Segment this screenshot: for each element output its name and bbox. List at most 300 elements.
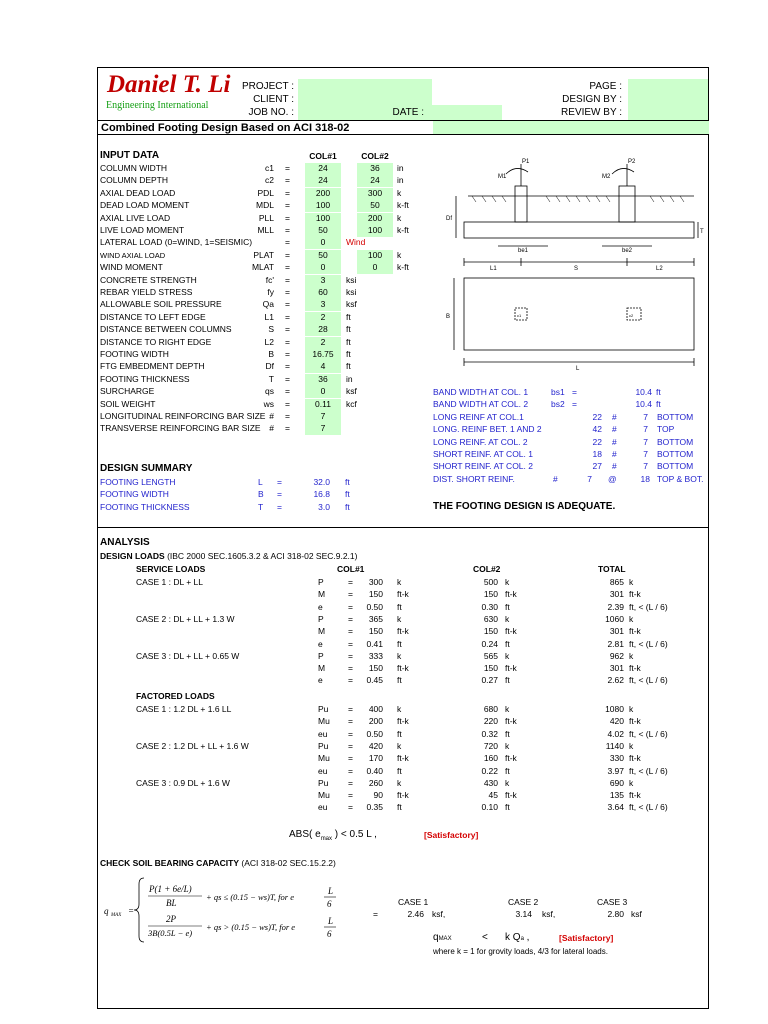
input-unit: ksf	[346, 386, 357, 397]
col1-value: 150	[368, 589, 383, 600]
kqa-label	[505, 932, 529, 945]
bearing-case1-label: CASE 1	[398, 897, 429, 907]
load-symbol: M	[318, 589, 326, 600]
bearing-equals: =	[373, 909, 378, 919]
input-col1-value[interactable]: 50	[305, 250, 341, 262]
total-value: 1140	[605, 740, 624, 751]
col1-value: 300	[368, 577, 383, 587]
col1-value: 365	[368, 613, 383, 624]
input-col1-value[interactable]: 2	[305, 312, 341, 324]
input-label: AXIAL LIVE LOAD	[100, 212, 171, 223]
input-unit: ft	[346, 349, 351, 359]
reinf-hash: #	[612, 436, 617, 447]
input-label: COLUMN WIDTH	[100, 163, 168, 173]
reinf-unit: ft	[656, 399, 661, 410]
reinf-label: SHORT REINF. AT COL. 1	[433, 449, 533, 459]
load-equals: =	[348, 802, 353, 813]
col2-value: 45	[488, 790, 498, 801]
reinf-hash: #	[612, 424, 617, 435]
input-label: CONCRETE STRENGTH	[100, 274, 197, 285]
bearing-case3-unit: ksf	[631, 909, 642, 919]
summary-unit: ft	[345, 501, 350, 512]
design-loads-label: DESIGN LOADS	[100, 551, 165, 561]
col1-unit: ft	[397, 675, 402, 686]
input-equals: =	[285, 324, 290, 335]
reinf-location: BOTTOM	[657, 461, 694, 472]
bearing-case2-unit: ksf,	[542, 909, 556, 919]
client-label: CLIENT :	[253, 94, 294, 105]
input-label: DISTANCE TO RIGHT EDGE	[100, 336, 212, 347]
analysis-total-header: TOTAL	[598, 564, 626, 574]
col2-value: 680	[483, 704, 498, 714]
date-label: DATE :	[392, 107, 424, 118]
col2-value: 0.22	[481, 765, 498, 776]
page-info-field[interactable]	[628, 79, 708, 120]
input-equals: =	[285, 274, 290, 285]
col1-unit: k	[397, 613, 402, 624]
adequate-statement: THE FOOTING DESIGN IS ADEQUATE.	[433, 501, 616, 512]
col2-value: 160	[483, 753, 498, 764]
summary-value: 16.8	[313, 489, 330, 500]
case-label: CASE 2 : DL + LL + 1.3 W	[136, 613, 235, 624]
bearing-note: where k = 1 for grovity loads, 4/3 for lateral loads.	[433, 947, 608, 956]
analysis-col2-header: COL#2	[473, 564, 501, 574]
diagram-label-c2: c2	[629, 313, 634, 318]
summary-label: FOOTING LENGTH	[100, 477, 176, 487]
input-unit: k	[397, 187, 402, 198]
input-symbol: fy	[267, 287, 274, 297]
col1-value: 0.35	[366, 802, 383, 813]
input-col1-value[interactable]: 50	[305, 225, 341, 237]
input-unit: ksi	[346, 287, 357, 297]
kqa-subscript: a	[520, 936, 524, 942]
service-loads-heading: SERVICE LOADS	[136, 564, 206, 574]
input-unit: in	[397, 163, 404, 173]
col1-value: 420	[368, 740, 383, 751]
case-label: CASE 1 : DL + LL	[136, 577, 204, 587]
col2-unit: k	[505, 613, 510, 624]
input-col2-value[interactable]: 100	[357, 250, 393, 262]
col2-value: 150	[483, 663, 498, 674]
load-equals: =	[348, 638, 353, 649]
total-value: 135	[609, 790, 624, 801]
input-equals: =	[285, 287, 290, 297]
summary-symbol: T	[258, 501, 264, 512]
col2-unit: k	[505, 577, 510, 587]
reinf-hash: #	[612, 449, 617, 459]
total-unit: ft, < (L / 6)	[629, 601, 668, 612]
total-unit: k	[629, 777, 634, 788]
input-symbol: T	[268, 373, 274, 384]
title-divider	[97, 134, 709, 135]
col2-value: 150	[483, 626, 498, 637]
col1-unit: ft	[397, 601, 402, 612]
col1-unit: ft	[397, 638, 402, 649]
reinf-label: LONG. REINF BET. 1 AND 2	[433, 424, 542, 435]
load-equals: =	[348, 765, 353, 776]
input-label: FOOTING THICKNESS	[100, 373, 190, 384]
col1-value: 0.40	[366, 765, 383, 776]
input-unit: in	[397, 175, 404, 186]
input-col1-value[interactable]: 4	[305, 361, 341, 373]
input-equals: =	[285, 311, 290, 322]
reinf-label: LONG REINF. AT COL. 2	[433, 436, 528, 447]
input-label: SOIL WEIGHT	[100, 398, 156, 409]
total-value: 1080	[605, 704, 624, 714]
col2-value: 630	[483, 613, 498, 624]
input-col1-value[interactable]: 0.11	[305, 399, 341, 411]
diagram-label-m1: M1	[498, 174, 507, 180]
reinf-location: BOTTOM	[657, 449, 694, 459]
load-symbol: e	[318, 675, 323, 686]
input-symbol: c2	[265, 175, 274, 186]
col2-unit: ft	[505, 765, 510, 776]
qmax-symbol: q	[433, 932, 439, 943]
total-unit: k	[629, 650, 634, 661]
qmax-label	[433, 932, 452, 945]
input-symbol: Qa	[262, 299, 274, 310]
col2-unit: ft	[505, 728, 510, 739]
col1-value: 400	[368, 704, 383, 714]
col1-unit: ft-k	[397, 626, 409, 637]
col1-value: 260	[368, 777, 383, 788]
reinf-at: @	[608, 473, 617, 484]
load-equals: =	[348, 663, 353, 674]
total-value: 690	[609, 777, 624, 788]
reinf-bar: 7	[643, 424, 648, 435]
diagram-label-l1: L1	[490, 266, 497, 272]
load-equals: =	[348, 613, 353, 624]
col1-value: 0.50	[366, 601, 383, 612]
col2-unit: ft	[505, 638, 510, 649]
reinf-count: 42	[592, 424, 602, 435]
diagram-label-m2: M2	[602, 174, 611, 180]
input-symbol: MLL	[257, 225, 274, 235]
abs-e-status: [Satisfactory]	[424, 830, 479, 840]
col1-value: 150	[368, 626, 383, 637]
col2-value: 720	[483, 740, 498, 751]
input-unit: k-ft	[397, 225, 409, 235]
load-symbol: Mu	[318, 716, 330, 727]
summary-value: 3.0	[318, 501, 330, 512]
input-col1-value[interactable]: 7	[305, 411, 341, 423]
col1-unit: ft-k	[397, 716, 409, 727]
reinf-hash: #	[612, 461, 617, 472]
diagram-label-be1: be1	[518, 248, 529, 254]
input-col1-value[interactable]: 3	[305, 299, 341, 311]
col1-unit: k	[397, 577, 402, 587]
input-equals: =	[285, 237, 290, 248]
input-symbol: PDL	[257, 187, 274, 198]
load-symbol: eu	[318, 802, 328, 813]
load-equals: =	[348, 589, 353, 600]
input-label: FOOTING WIDTH	[100, 349, 169, 359]
input-col1-value[interactable]: 0	[305, 386, 341, 398]
input-col1-value[interactable]: 36	[305, 374, 341, 386]
input-unit: Wind	[346, 237, 366, 248]
input-col1-value[interactable]: 100	[305, 213, 341, 225]
col1-unit: ft	[397, 765, 402, 776]
input-data-heading: INPUT DATA	[100, 150, 160, 161]
input-col1-value[interactable]: 200	[305, 188, 341, 200]
bearing-case1-value: 2.46	[407, 909, 424, 919]
reinf-equals: =	[572, 399, 577, 410]
col2-unit: k	[505, 740, 510, 751]
svg-text:BL: BL	[166, 898, 177, 908]
reinf-count: 27	[592, 461, 602, 472]
total-value: 1060	[605, 613, 624, 624]
col1-unit: k	[397, 704, 402, 714]
svg-text:6: 6	[327, 899, 332, 909]
col2-unit: ft	[505, 601, 510, 612]
input-symbol: #	[269, 411, 274, 421]
input-label: ALLOWABLE SOIL PRESSURE	[100, 299, 222, 310]
load-symbol: e	[318, 601, 323, 612]
bearing-case3-label: CASE 3	[597, 897, 628, 907]
summary-symbol: L	[258, 477, 263, 487]
svg-text:3B(0.5L − e): 3B(0.5L − e)	[148, 928, 193, 938]
svg-text:q: q	[104, 906, 109, 916]
input-col2-value[interactable]: 50	[357, 200, 393, 212]
input-unit: k	[397, 212, 402, 223]
qmax-subscript: MAX	[438, 936, 452, 942]
load-symbol: Pu	[318, 777, 329, 788]
col2-header: COL#2	[361, 151, 389, 161]
input-symbol: ws	[263, 398, 274, 409]
input-col1-value[interactable]: 28	[305, 324, 341, 336]
title-bar-fill	[433, 121, 709, 134]
bearing-heading-line	[100, 858, 336, 869]
input-symbol: MLAT	[251, 262, 274, 273]
col1-unit: k	[397, 777, 402, 788]
reinf-unit: ft	[656, 387, 661, 397]
load-equals: =	[348, 675, 353, 686]
reinf-count: 22	[592, 436, 602, 447]
input-unit: k	[397, 249, 402, 260]
total-value: 2.81	[607, 638, 624, 649]
total-value: 3.97	[607, 765, 624, 776]
col2-value: 150	[483, 589, 498, 600]
case-label: CASE 2 : 1.2 DL + LL + 1.6 W	[136, 740, 249, 751]
total-value: 301	[609, 663, 624, 674]
reinf-count: 18	[592, 449, 602, 459]
input-col1-value[interactable]: 3	[305, 275, 341, 287]
input-col1-value[interactable]: 24	[305, 175, 341, 187]
diagram-label-b: B	[446, 314, 451, 320]
abs-e-check	[289, 829, 377, 845]
reinf-location: BOTTOM	[657, 411, 694, 422]
input-symbol: qs	[265, 386, 274, 397]
input-symbol: B	[268, 349, 274, 359]
col2-unit: k	[505, 650, 510, 661]
total-value: 301	[609, 626, 624, 637]
total-unit: k	[629, 740, 634, 751]
page-title: Combined Footing Design Based on ACI 318-02	[101, 122, 350, 134]
col1-unit: ft-k	[397, 790, 409, 801]
load-equals: =	[348, 728, 353, 739]
bearing-case3-value: 2.80	[607, 909, 624, 919]
col2-unit: ft	[505, 675, 510, 686]
bearing-heading: CHECK SOIL BEARING CAPACITY	[100, 858, 240, 868]
abs-e-subscript: max	[320, 836, 333, 842]
diagram-label-t: T	[700, 229, 704, 235]
company-logo-name: Daniel T. Li	[107, 71, 231, 98]
col1-value: 90	[373, 790, 383, 801]
input-equals: =	[285, 361, 290, 372]
total-unit: k	[629, 577, 634, 587]
input-col2-value[interactable]: 100	[357, 225, 393, 237]
col2-unit: ft-k	[505, 790, 517, 801]
input-col2-value[interactable]: 0	[357, 262, 393, 274]
total-unit: k	[629, 704, 634, 714]
input-label: LATERAL LOAD (0=WIND, 1=SEISMIC)	[100, 237, 253, 248]
input-col1-value[interactable]: 0	[305, 262, 341, 274]
input-symbol: MDL	[256, 200, 274, 211]
input-unit: k-ft	[397, 200, 409, 211]
input-unit: ft	[346, 311, 351, 322]
input-col2-value[interactable]: 36	[357, 163, 393, 175]
reinf-hash: #	[612, 411, 617, 422]
input-col1-value[interactable]: 0	[305, 237, 341, 249]
col1-unit: ft	[397, 728, 402, 739]
total-value: 301	[609, 589, 624, 600]
svg-text:+ qs > (0.15 − ws)T, for e: + qs > (0.15 − ws)T, for e	[206, 922, 296, 932]
diagram-label-l2: L2	[656, 266, 663, 272]
total-value: 420	[609, 716, 624, 727]
load-equals: =	[348, 716, 353, 727]
total-unit: ft, < (L / 6)	[629, 675, 668, 686]
job-no-label: JOB NO. :	[248, 107, 294, 118]
input-equals: =	[285, 249, 290, 260]
summary-equals: =	[277, 501, 282, 512]
input-symbol: L2	[264, 336, 274, 347]
load-symbol: P	[318, 613, 324, 624]
input-label: LONGITUDINAL REINFORCING BAR SIZE	[100, 411, 266, 421]
col2-value: 0.27	[481, 675, 498, 686]
case-label: CASE 3 : 0.9 DL + 1.6 W	[136, 777, 230, 788]
load-symbol: Mu	[318, 753, 330, 764]
input-equals: =	[285, 423, 290, 434]
total-value: 865	[609, 577, 624, 587]
load-equals: =	[348, 650, 353, 661]
input-col2-value[interactable]: 24	[357, 175, 393, 187]
total-value: 2.39	[607, 601, 624, 612]
date-field[interactable]	[432, 105, 502, 120]
reinf-symbol: bs2	[551, 399, 565, 410]
total-unit: ft, < (L / 6)	[629, 802, 668, 813]
input-label: WIND MOMENT	[100, 262, 163, 273]
total-value: 4.02	[607, 728, 624, 739]
summary-divider	[97, 527, 709, 528]
input-label: DISTANCE BETWEEN COLUMNS	[100, 324, 232, 335]
company-logo-subtitle: Engineering International	[106, 100, 209, 111]
total-unit: ft-k	[629, 589, 641, 600]
reinf-location: TOP & BOT.	[657, 473, 704, 484]
bearing-status: [Satisfactory]	[559, 933, 614, 943]
input-equals: =	[285, 411, 290, 421]
col2-unit: k	[505, 777, 510, 788]
load-equals: =	[348, 704, 353, 714]
total-unit: k	[629, 613, 634, 624]
load-equals: =	[348, 601, 353, 612]
abs-e-label: ABS( e	[289, 829, 321, 840]
reinf-label: BAND WIDTH AT COL. 1	[433, 387, 529, 397]
col2-value: 0.10	[481, 802, 498, 813]
load-symbol: e	[318, 638, 323, 649]
kqa-symbol: k Q	[505, 932, 521, 943]
input-col2-value[interactable]: 200	[357, 213, 393, 225]
reinf-spacing: 18	[640, 473, 650, 484]
reinf-location: TOP	[657, 424, 675, 435]
col2-value: 500	[483, 577, 498, 587]
input-unit: ft	[346, 361, 351, 372]
reinf-bar: 7	[587, 473, 592, 484]
input-label: LIVE LOAD MOMENT	[100, 225, 185, 235]
svg-text:L: L	[328, 916, 334, 926]
input-col2-value[interactable]: 300	[357, 188, 393, 200]
col1-value: 0.45	[366, 675, 383, 686]
col1-value: 150	[368, 663, 383, 674]
total-unit: ft, < (L / 6)	[629, 765, 668, 776]
input-equals: =	[285, 349, 290, 359]
diagram-label-p2: P2	[628, 159, 636, 165]
load-equals: =	[348, 777, 353, 788]
input-unit: in	[346, 373, 353, 384]
reinf-value: 10.4	[635, 387, 652, 397]
input-col1-value[interactable]: 7	[305, 423, 341, 435]
total-unit: ft-k	[629, 626, 641, 637]
diagram-label-c1: c1	[517, 313, 522, 318]
factored-loads-heading: FACTORED LOADS	[136, 691, 215, 701]
reinf-label: DIST. SHORT REINF.	[433, 473, 515, 484]
input-unit: ksi	[346, 274, 357, 285]
input-col1-value[interactable]: 24	[305, 163, 341, 175]
reinf-label: SHORT REINF. AT COL. 2	[433, 461, 533, 472]
load-symbol: eu	[318, 765, 328, 776]
col2-unit: ft-k	[505, 589, 517, 600]
input-symbol: PLAT	[253, 249, 274, 260]
input-col1-value[interactable]: 2	[305, 337, 341, 349]
svg-text:+ qs ≤ (0.15 − ws)T, for e: + qs ≤ (0.15 − ws)T, for e	[206, 892, 294, 902]
col2-unit: ft-k	[505, 716, 517, 727]
col1-unit: ft-k	[397, 663, 409, 674]
col1-header: COL#1	[309, 151, 337, 161]
input-label: AXIAL DEAD LOAD	[100, 187, 176, 198]
footing-diagram	[436, 150, 708, 370]
design-summary-heading: DESIGN SUMMARY	[100, 463, 193, 474]
load-symbol: eu	[318, 728, 328, 739]
input-col1-value[interactable]: 16.75	[305, 349, 341, 361]
diagram-label-p1: P1	[522, 159, 530, 165]
col2-unit: k	[505, 704, 510, 714]
input-label: REBAR YIELD STRESS	[100, 287, 193, 297]
col1-value: 170	[368, 753, 383, 764]
total-unit: ft-k	[629, 790, 641, 801]
svg-text:L: L	[328, 886, 334, 896]
load-symbol: P	[318, 577, 324, 587]
input-symbol: Df	[265, 361, 274, 372]
input-col1-value[interactable]: 60	[305, 287, 341, 299]
bearing-ref: (ACI 318-02 SEC.15.2.2)	[239, 858, 336, 868]
kqa-tail: ,	[523, 932, 530, 943]
reinf-hash: #	[553, 473, 558, 484]
total-unit: ft-k	[629, 753, 641, 764]
total-unit: ft, < (L / 6)	[629, 638, 668, 649]
review-by-label: REVIEW BY :	[561, 107, 622, 118]
input-col1-value[interactable]: 100	[305, 200, 341, 212]
total-value: 962	[609, 650, 624, 661]
reinf-label: LONG REINF AT COL.1	[433, 411, 524, 422]
